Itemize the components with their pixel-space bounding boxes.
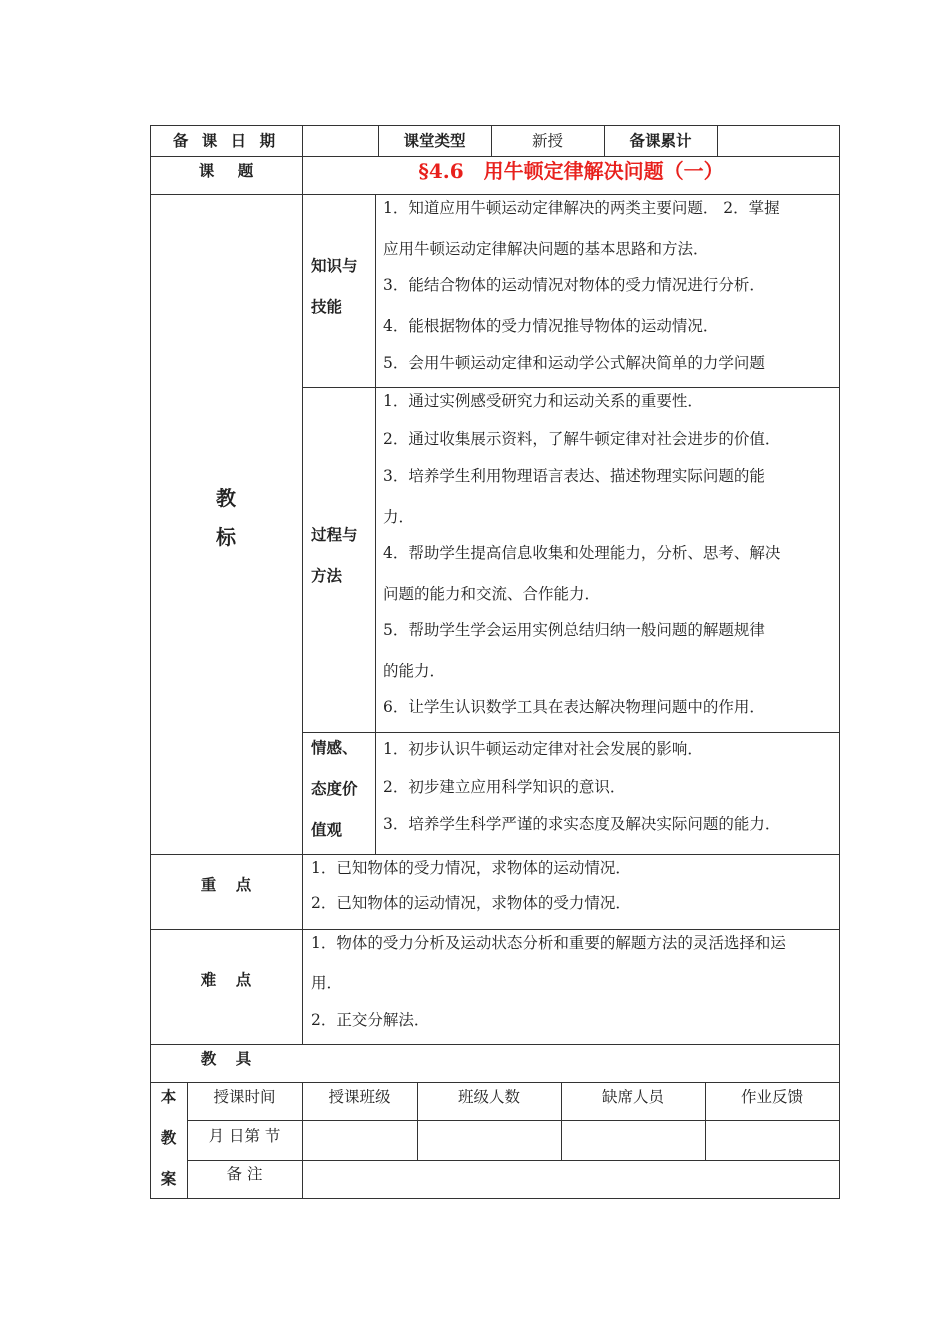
table-top-border: [150, 125, 840, 126]
prep-date-label: 备 课 日 期: [172, 132, 280, 150]
knowledge-line-5: 5．会用牛顿运动定律和运动学公式解决简单的力学问题: [383, 354, 765, 372]
process-line-5: 4．帮助学生提高信息收集和处理能力，分析、思考、解决: [383, 544, 781, 562]
knowledge-label-1: 知识与: [311, 257, 358, 275]
plan-header-homework: 作业反馈: [740, 1088, 803, 1106]
process-line-6: 问题的能力和交流、合作能力．: [383, 585, 601, 603]
plan-header-absent: 缺席人员: [601, 1088, 664, 1106]
difficult-point-1: 1．物体的受力分析及运动状态分析和重要的解题方法的灵活选择和运: [311, 934, 786, 952]
difficult-points-label: 难 点: [200, 971, 252, 989]
plan-header-time: 授课时间: [213, 1088, 276, 1106]
objectives-label-2: 标: [216, 525, 236, 549]
plan-side-label-2: 教: [160, 1129, 177, 1147]
key-point-2: 2．已知物体的运动情况，求物体的受力情况．: [311, 894, 631, 912]
knowledge-line-2: 应用牛顿运动定律解决问题的基本思路和方法．: [383, 240, 709, 258]
plan-side-label-1: 本: [160, 1088, 177, 1106]
row-line-objectives: [150, 854, 840, 855]
class-type-label: 课堂类型: [403, 132, 466, 150]
row-line-topic: [150, 194, 840, 195]
knowledge-line-3: 3．能结合物体的运动情况对物体的受力情况进行分析．: [383, 276, 765, 294]
knowledge-label-2: 技能: [311, 298, 343, 316]
objectives-label-1: 教: [216, 486, 236, 510]
attitude-line-1: 1．初步认识牛顿运动定律对社会发展的影响．: [383, 740, 703, 758]
table-bottom-border: [150, 1198, 840, 1199]
process-line-4: 力．: [383, 508, 415, 526]
process-line-8: 的能力．: [383, 662, 446, 680]
process-line-3: 3．培养学生利用物理语言表达、描述物理实际问题的能: [383, 467, 765, 485]
plan-side-label-3: 案: [160, 1170, 177, 1188]
row-line-header: [150, 156, 840, 157]
table-left-border: [150, 125, 151, 1199]
attitude-line-2: 2．初步建立应用科学知识的意识．: [383, 778, 626, 796]
plan-remarks-label: 备 注: [226, 1165, 263, 1183]
topic-label: 课 题: [198, 162, 254, 180]
row-line-process: [302, 732, 840, 733]
row-line-difficult: [150, 1044, 840, 1045]
attitude-label-3: 值观: [311, 821, 343, 839]
row-line-plan-date: [187, 1160, 840, 1161]
process-line-7: 5．帮助学生学会运用实例总结归纳一般问题的解题规律: [383, 621, 765, 639]
process-label-2: 方法: [311, 567, 343, 585]
plan-header-class: 授课班级: [328, 1088, 391, 1106]
class-type-value: 新授: [531, 132, 563, 150]
attitude-label-1: 情感、: [311, 739, 358, 757]
objective-sublabel-divider: [375, 194, 376, 854]
process-label-1: 过程与: [311, 526, 358, 544]
row-line-knowledge: [302, 387, 840, 388]
difficult-point-3: 2．正交分解法．: [311, 1011, 430, 1029]
attitude-line-3: 3．培养学生科学严谨的求实态度及解决实际问题的能力．: [383, 815, 781, 833]
attitude-label-2: 态度价: [311, 780, 358, 798]
prep-total-label: 备课累计: [629, 132, 692, 150]
process-line-1: 1．通过实例感受研究力和运动关系的重要性．: [383, 392, 703, 410]
knowledge-line-4: 4．能根据物体的受力情况推导物体的运动情况．: [383, 317, 719, 335]
process-line-9: 6．让学生认识数学工具在表达解决物理问题中的作用．: [383, 698, 765, 716]
knowledge-line-1: 1．知道应用牛顿运动定律解决的两类主要问题． 2．掌握: [383, 199, 780, 217]
row-line-plan-header: [187, 1120, 840, 1121]
table-right-border: [839, 125, 840, 1199]
row-line-tools: [150, 1082, 840, 1083]
header-divider-4: [717, 125, 718, 156]
label-column-divider: [302, 125, 303, 1045]
process-line-2: 2．通过收集展示资料，了解牛顿定律对社会进步的价值．: [383, 430, 781, 448]
tools-label: 教 具: [200, 1050, 252, 1068]
plan-header-count: 班级人数: [457, 1088, 520, 1106]
key-points-label: 重 点: [200, 876, 252, 894]
difficult-point-2: 用．: [311, 974, 343, 992]
plan-date-label: 月 日第 节: [208, 1127, 281, 1145]
topic-title: §4.6 用牛顿定律解决问题（一）: [418, 159, 724, 183]
key-point-1: 1．已知物体的受力情况，求物体的运动情况．: [311, 859, 631, 877]
row-line-keypoints: [150, 929, 840, 930]
